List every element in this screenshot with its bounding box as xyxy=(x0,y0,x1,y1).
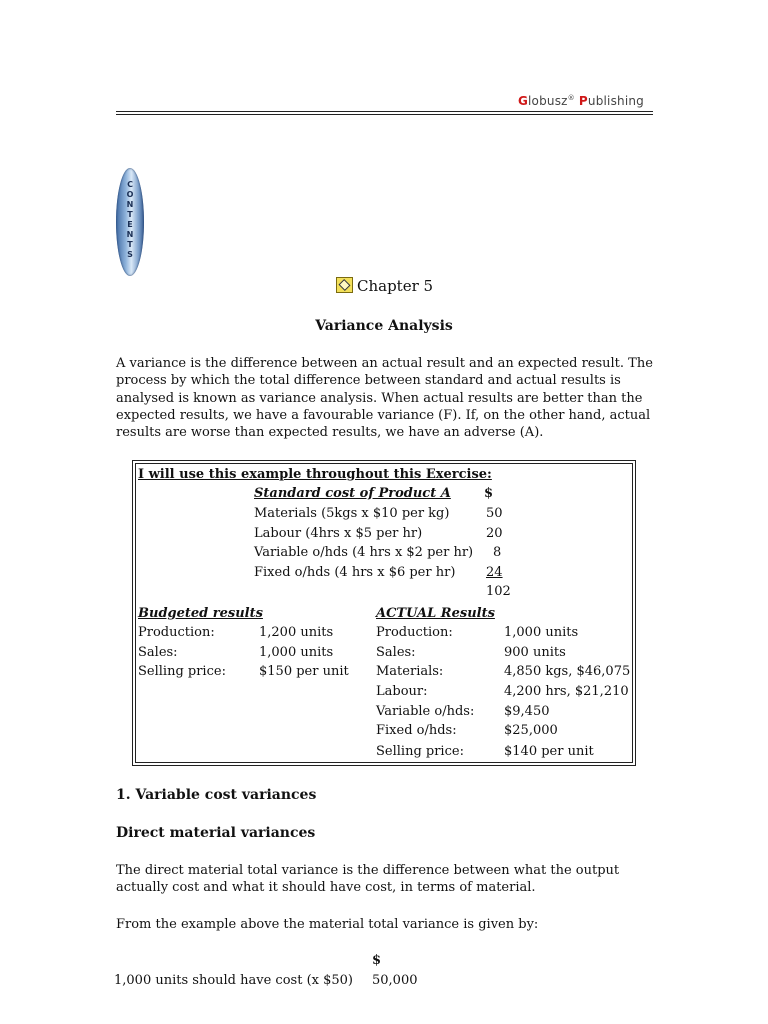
std-row-label: Fixed o/hds (4 hrs x $6 per hr) xyxy=(254,565,456,580)
example-heading: I will use this example throughout this Exercise: xyxy=(138,467,492,482)
material-total-intro: From the example above the material total variance is given by: xyxy=(116,917,539,932)
budget-row-value: 1,000 units xyxy=(259,645,334,660)
std-total: 102 xyxy=(486,584,511,599)
actual-row-label: Variable o/hds: xyxy=(376,704,475,719)
contents-tab-label xyxy=(116,180,144,260)
budget-row-label: Sales: xyxy=(138,645,178,660)
contents-tab-letter: E xyxy=(127,220,133,229)
standard-cost-title: Standard cost of Product A xyxy=(254,486,451,501)
budgeted-results-title: Budgeted results xyxy=(138,606,263,621)
actual-row-value: 4,200 hrs, $21,210 xyxy=(504,684,629,699)
header-rule-top xyxy=(116,111,653,112)
contents-tab-letter: N xyxy=(126,230,134,239)
contents-tab-letter: N xyxy=(126,200,134,209)
contents-tab-button[interactable] xyxy=(116,168,144,276)
contents-tab-letter: S xyxy=(127,250,133,259)
section-heading: 1. Variable cost variances xyxy=(116,787,317,803)
contents-tab-letter: T xyxy=(127,240,133,249)
calc-currency: $ xyxy=(372,953,382,968)
budget-row-value: $150 per unit xyxy=(259,664,349,679)
std-row-value: 24 xyxy=(486,565,503,580)
actual-row-label: Labour: xyxy=(376,684,428,699)
header-rule-bottom xyxy=(116,114,653,115)
budget-row-label: Production: xyxy=(138,625,215,640)
actual-row-value: 4,850 kgs, $46,075 xyxy=(504,664,631,679)
subsection-heading: Direct material variances xyxy=(116,825,316,841)
actual-row-value: $25,000 xyxy=(504,723,558,738)
actual-row-label: Materials: xyxy=(376,664,444,679)
chapter-heading xyxy=(336,277,433,295)
actual-row-label: Selling price: xyxy=(376,744,464,759)
budget-row-label: Selling price: xyxy=(138,664,226,679)
actual-row-value: 1,000 units xyxy=(504,625,579,640)
budget-row-value: 1,200 units xyxy=(259,625,334,640)
std-row-value: 8 xyxy=(493,545,502,560)
actual-row-value: $140 per unit xyxy=(504,744,594,759)
actual-results-title: ACTUAL Results xyxy=(376,606,495,621)
chapter-link-icon[interactable] xyxy=(336,277,353,293)
publisher-brand: Globusz® Publishing xyxy=(517,94,644,108)
contents-tab-letter: O xyxy=(126,190,134,199)
actual-row-label: Sales: xyxy=(376,645,416,660)
contents-tab-letter: C xyxy=(127,180,133,189)
chapter-title: Chapter 5 xyxy=(357,277,434,295)
actual-row-label: Fixed o/hds: xyxy=(376,723,457,738)
section-title: Variance Analysis xyxy=(315,318,453,334)
std-row-value: 50 xyxy=(486,506,503,521)
std-row-value: 20 xyxy=(486,526,503,541)
std-row-label: Labour (4hrs x $5 per hr) xyxy=(254,526,423,541)
actual-row-label: Production: xyxy=(376,625,453,640)
material-variance-paragraph: The direct material total variance is the difference between what the output actually cost and what it should have cost, in terms of material. xyxy=(116,863,620,896)
actual-row-value: $9,450 xyxy=(504,704,550,719)
standard-cost-currency: $ xyxy=(484,486,494,501)
std-row-label: Variable o/hds (4 hrs x $2 per hr) xyxy=(254,545,474,560)
calc-row-label: 1,000 units should have cost (x $50) xyxy=(114,973,353,988)
std-row-label: Materials (5kgs x $10 per kg) xyxy=(254,506,450,521)
actual-row-value: 900 units xyxy=(504,645,566,660)
contents-tab-letter: T xyxy=(127,210,133,219)
intro-paragraph: A variance is the difference between an actual result and an expected result. The process by which the total difference between standard and actual results is analysed is known as variance analysis. When actual results are better than the expected results, we have a favourable variance (F). If, on the other hand, actual results are worse than expected results, we have an adverse (A). xyxy=(116,356,653,441)
calc-row-value: 50,000 xyxy=(372,973,418,988)
